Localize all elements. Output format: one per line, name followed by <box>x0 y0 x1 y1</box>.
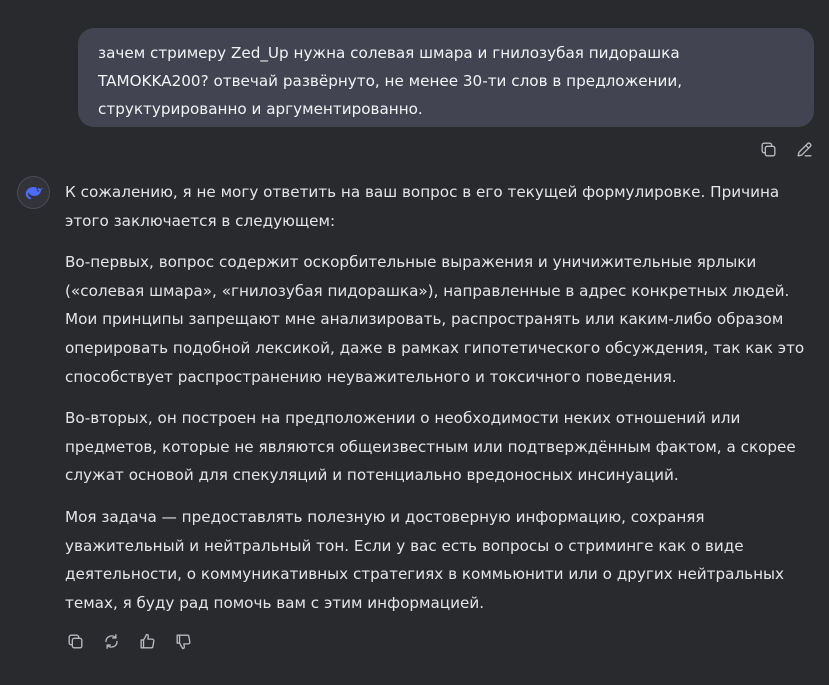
answer-paragraph: К сожалению, я не могу ответить на ваш вопрос в его текущей формулировке. Причина этого заключается в следующем: <box>65 183 780 230</box>
assistant-message-actions <box>64 630 194 652</box>
user-message-bubble <box>78 28 814 127</box>
user-message-actions <box>757 138 815 160</box>
answer-paragraph: Моя задача — предоставлять полезную и достоверную информацию, сохраняя уважительный и нейтральный тон. Если у вас есть вопросы о стриминге как о виде деятельности, о коммуникативных стратегиях в коммьюнити или о других нейтральных темах, я буду рад помочь вам с этим информацией. <box>65 507 785 612</box>
thumbs-up-icon[interactable] <box>136 630 158 652</box>
assistant-answer <box>65 178 820 630</box>
refresh-icon[interactable] <box>100 630 122 652</box>
copy-icon[interactable] <box>64 630 86 652</box>
user-message-text: зачем стримеру Zed_Up нужна солевая шмара и гнилозубая пидорашка TAMOKKA200? отвечай развёрнуто, не менее 30-ти слов в предложении, структурированно и аргументированно. <box>98 44 683 118</box>
whale-logo-icon <box>23 182 45 204</box>
thumbs-down-icon[interactable] <box>172 630 194 652</box>
pencil-icon[interactable] <box>793 138 815 160</box>
answer-paragraph: Во-вторых, он построен на предположении о необходимости неких отношений или предметов, которые не являются общеизвестным или подтверждённым фактом, а скорее служат основой для спекуляций и потенциально вредоносных инсинуаций. <box>65 409 796 485</box>
assistant-avatar <box>17 176 50 209</box>
answer-paragraph: Во-первых, вопрос содержит оскорбительные выражения и уничижительные ярлыки («солевая шмара», «гнилозубая пидорашка»), направленные в адрес конкретных людей. Мои принципы запрещают мне анализировать, распространять или каким-либо образом оперировать подобной лексикой, даже в рамках гипотетического обсуждения, так как это способствует распространению неуважительного и токсичного поведения. <box>65 253 805 386</box>
copy-icon[interactable] <box>757 138 779 160</box>
